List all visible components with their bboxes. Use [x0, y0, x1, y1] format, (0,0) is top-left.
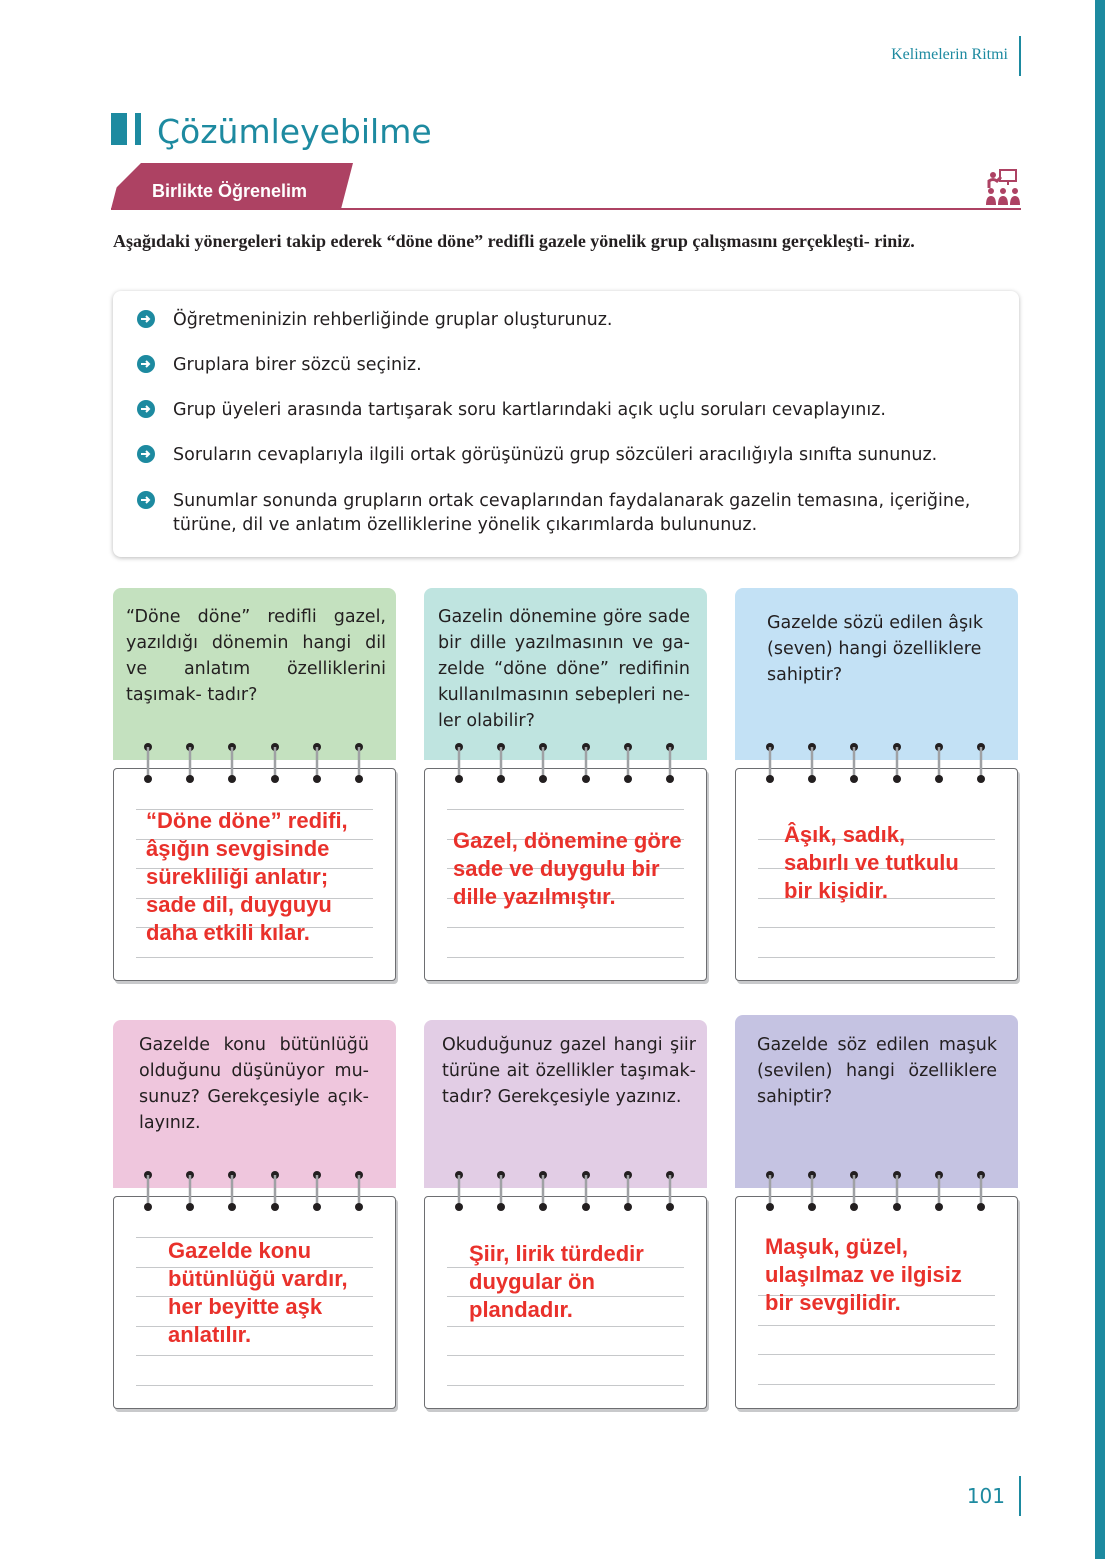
answer-line: duygular ön [469, 1269, 595, 1294]
spiral-ring-icon [976, 742, 986, 784]
page-edge-bar [1095, 0, 1105, 1559]
running-head: Kelimelerin Ritmi [891, 46, 1008, 63]
arrow-bullet-icon [137, 445, 155, 463]
band-label: Birlikte Öğrenelim [152, 181, 308, 201]
answer-text [765, 1233, 975, 1317]
answer-text [146, 807, 386, 947]
group-presentation-icon [985, 168, 1021, 206]
answer-line: bir kişidir. [784, 878, 888, 903]
spiral-ring-icon [807, 742, 817, 784]
answer-paper [424, 768, 707, 981]
spiral-ring-icon [496, 1170, 506, 1212]
answer-line: Gazel, dönemine göre [453, 828, 682, 853]
spiral-ring-icon [765, 1170, 775, 1212]
answer-line: sade ve duygulu bir [453, 856, 660, 881]
spiral-ring-icon [185, 742, 195, 784]
page-number: 101 [966, 1484, 1005, 1508]
spiral-ring-icon [892, 742, 902, 784]
spiral-ring-icon [227, 1170, 237, 1212]
question-text: Gazelde sözü edilen âşık (seven) hangi özelliklere sahiptir? [767, 613, 984, 685]
question-text: Gazelde söz edilen maşuk (sevilen) hangi özelliklere sahiptir? [757, 1035, 997, 1107]
header-rule [1019, 36, 1021, 76]
instruction-item: Grup üyeleri arasında tartışarak soru kartlarındaki açık uçlu soruları cevaplayınız. [173, 400, 886, 420]
band-rule [111, 208, 1021, 210]
spiral-ring-icon [227, 742, 237, 784]
spiral-ring-icon [538, 1170, 548, 1212]
answer-line: Âşık, sadık, [784, 822, 906, 847]
question-text: Gazelde konu bütünlüğü olduğunu düşünüyor mu- sunuz? Gerekçesiyle açık- layınız. [139, 1035, 369, 1133]
question-panel [113, 588, 396, 760]
spiral-ring-icon [143, 742, 153, 784]
answer-line: dille yazılmıştır. [453, 884, 616, 909]
answer-line: bir sevgilidir. [765, 1290, 901, 1315]
answer-paper [424, 1196, 707, 1409]
spiral-ring-icon [185, 1170, 195, 1212]
spiral-ring-icon [849, 742, 859, 784]
answer-paper [113, 768, 396, 981]
answer-paper [113, 1196, 396, 1409]
answer-line: âşığın sevgisinde [146, 836, 330, 861]
answer-paper [735, 768, 1018, 981]
spiral-ring-icon [665, 1170, 675, 1212]
question-text: “Döne döne” redifli gazel, yazıldığı dönemin hangi dil ve anlatım özelliklerini taşımak- tadır? [126, 607, 386, 705]
spiral-ring-icon [312, 1170, 322, 1212]
arrow-bullet-icon [137, 355, 155, 373]
question-panel [424, 588, 707, 760]
answer-line: Gazelde konu [168, 1238, 312, 1263]
question-panel [735, 1015, 1018, 1188]
spiral-ring-icon [934, 1170, 944, 1212]
answer-line: ulaşılmaz ve ilgisiz [765, 1262, 962, 1287]
instruction-item: Öğretmeninizin rehberliğinde gruplar oluşturunuz. [173, 310, 613, 330]
spiral-ring-icon [934, 742, 944, 784]
spiral-ring-icon [270, 742, 280, 784]
spiral-ring-icon [581, 1170, 591, 1212]
answer-line: daha etkili kılar. [146, 920, 310, 945]
section-title: Çözümleyebilme [157, 112, 432, 151]
footer-rule [1019, 1476, 1021, 1516]
answer-line: her beyitte aşk [168, 1294, 323, 1319]
spiral-ring-icon [354, 1170, 364, 1212]
intro-text: Aşağıdaki yönergeleri takip ederek “döne döne” redifli gazele yönelik grup çalışmasını gerçekleşti- riniz. [113, 231, 915, 251]
question-panel [735, 588, 1018, 760]
answer-paper [735, 1196, 1018, 1409]
spiral-ring-icon [454, 742, 464, 784]
spiral-ring-icon [665, 742, 675, 784]
answer-text [784, 821, 964, 905]
spiral-ring-icon [143, 1170, 153, 1212]
spiral-ring-icon [312, 742, 322, 784]
answer-line: bütünlüğü vardır, [168, 1266, 348, 1291]
answer-line: “Döne döne” redifi, [146, 808, 348, 833]
question-text: Okuduğunuz gazel hangi şiir türüne ait özellikler taşımak- tadır? Gerekçesiyle yazınız. [442, 1035, 696, 1107]
question-panel [424, 1020, 707, 1188]
spiral-ring-icon [976, 1170, 986, 1212]
instruction-item: Gruplara birer sözcü seçiniz. [173, 355, 422, 375]
spiral-ring-icon [538, 742, 548, 784]
spiral-ring-icon [270, 1170, 280, 1212]
spiral-ring-icon [354, 742, 364, 784]
arrow-bullet-icon [137, 310, 155, 328]
instruction-item: Sunumlar sonunda grupların ortak cevaplarından faydalanarak gazelin temasına, içeriğine, türüne, dil ve anlatım özelliklerine yönelik çıkarımlarda bulununuz. [173, 491, 971, 535]
spiral-ring-icon [454, 1170, 464, 1212]
question-panel [113, 1020, 396, 1188]
answer-line: sade dil, duyguyu [146, 892, 332, 917]
spiral-ring-icon [849, 1170, 859, 1212]
answer-line: Maşuk, güzel, [765, 1234, 909, 1259]
answer-text [469, 1240, 699, 1324]
instruction-item: Soruların cevaplarıyla ilgili ortak görüşünüzü grup sözcüleri aracılığıyla sınıfta sununuz. [173, 445, 938, 465]
question-text: Gazelin dönemine göre sade bir dille yazılmasının ve ga- zelde “döne döne” redifinin kullanılmasının sebepleri ne- ler olabilir? [438, 607, 690, 731]
instructions-box [113, 291, 1019, 557]
spiral-ring-icon [623, 742, 633, 784]
spiral-ring-icon [623, 1170, 633, 1212]
spiral-ring-icon [581, 742, 591, 784]
answer-line: Şiir, lirik türdedir [469, 1241, 644, 1266]
answer-line: anlatılır. [168, 1322, 252, 1347]
spiral-ring-icon [892, 1170, 902, 1212]
spiral-ring-icon [765, 742, 775, 784]
arrow-bullet-icon [137, 400, 155, 418]
answer-line: sürekliliği anlatır; [146, 864, 329, 889]
answer-line: plandadır. [469, 1297, 573, 1322]
answer-line: sabırlı ve tutkulu [784, 850, 959, 875]
arrow-bullet-icon [137, 491, 155, 509]
answer-text [168, 1237, 388, 1349]
spiral-ring-icon [807, 1170, 817, 1212]
spiral-ring-icon [496, 742, 506, 784]
answer-text [453, 827, 705, 911]
